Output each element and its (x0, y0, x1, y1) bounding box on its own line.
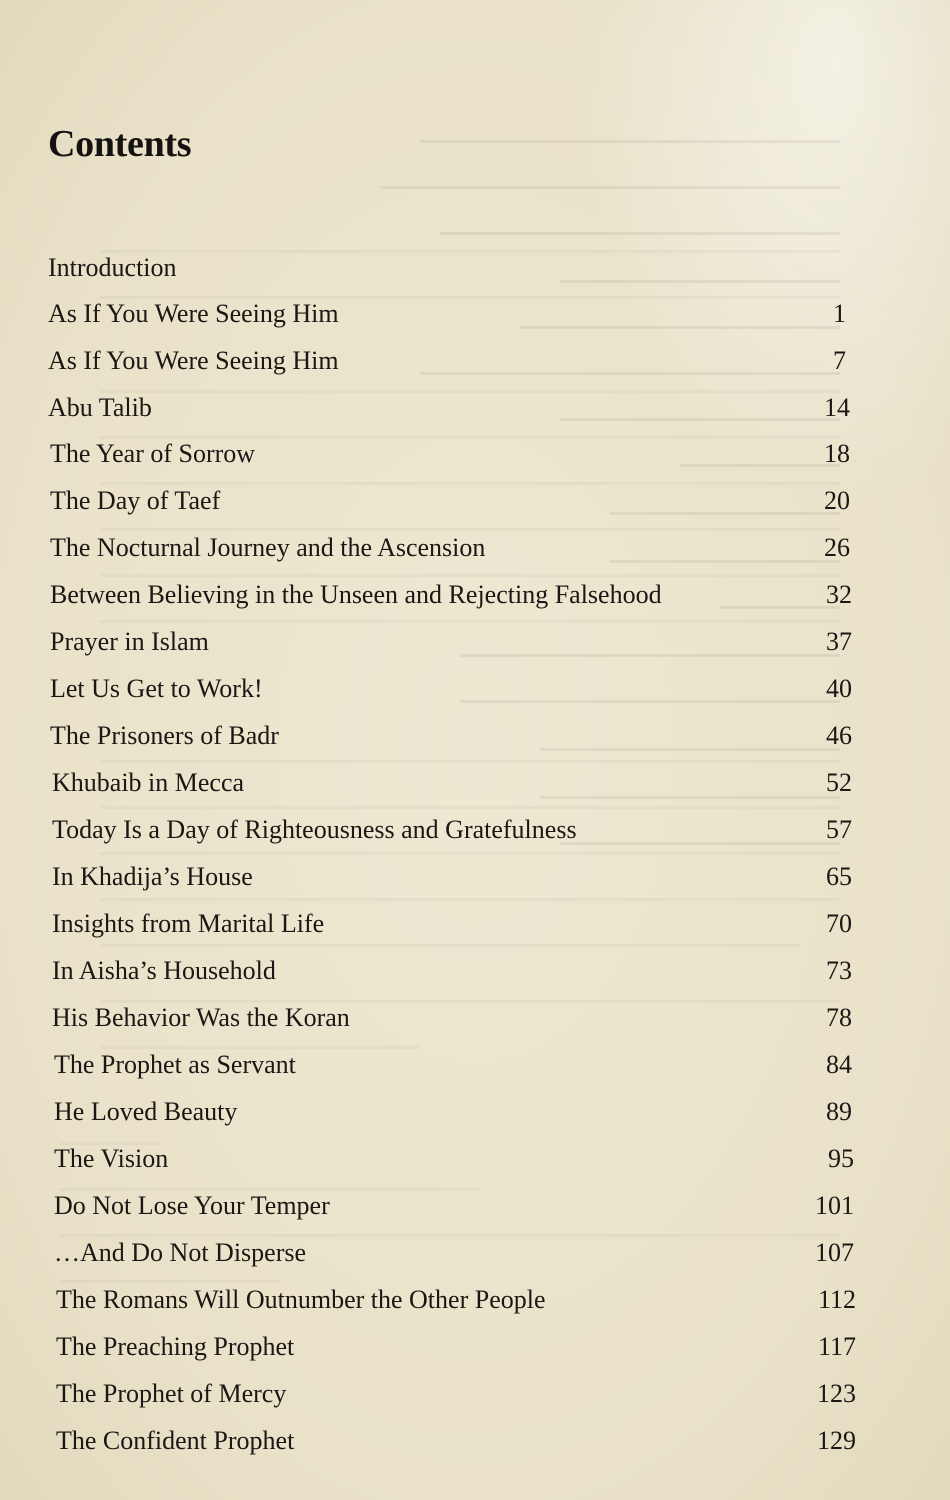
toc-entry-page-number: 129 (817, 1426, 856, 1455)
toc-entry (48, 248, 850, 288)
toc-entry (54, 1139, 854, 1179)
toc-entry (56, 1280, 856, 1320)
toc-entry (48, 341, 846, 381)
toc-entry-title: His Behavior Was the Koran (52, 1003, 350, 1032)
toc-entry (56, 1374, 856, 1414)
toc-entry-page-number: 7 (833, 346, 846, 375)
toc-entry (50, 716, 852, 756)
toc-entry (50, 434, 850, 474)
toc-entry (54, 1233, 854, 1273)
toc-entry-title: …And Do Not Disperse (54, 1238, 307, 1267)
toc-entry-title: He Loved Beauty (54, 1097, 238, 1126)
toc-entry-page-number: 46 (826, 721, 852, 750)
toc-entry (52, 763, 852, 803)
toc-entry-title: Khubaib in Mecca (52, 768, 245, 797)
toc-entry (54, 1186, 854, 1226)
toc-entry-page-number: 65 (826, 862, 852, 891)
toc-entry (54, 1045, 852, 1085)
toc-entry (50, 481, 850, 521)
toc-entry-page-number: 18 (824, 439, 850, 468)
toc-entry-title: Today Is a Day of Righteousness and Gratefulness (52, 815, 577, 844)
toc-entry (52, 810, 852, 850)
toc-entry-title: The Vision (54, 1144, 169, 1173)
toc-entry (48, 294, 846, 334)
toc-entry-title: Do Not Lose Your Temper (54, 1191, 330, 1220)
toc-entry-title: Prayer in Islam (50, 627, 209, 656)
toc-entry-title: The Nocturnal Journey and the Ascension (50, 533, 486, 562)
toc-entry-page-number: 123 (817, 1379, 856, 1408)
toc-entry-title: The Prophet as Servant (54, 1050, 296, 1079)
toc-entry-title: Abu Talib (48, 393, 152, 422)
toc-entry (50, 669, 852, 709)
toc-entry (52, 951, 852, 991)
toc-entry-page-number: 84 (826, 1050, 852, 1079)
toc-entry-title: Insights from Marital Life (52, 909, 325, 938)
toc-entry-title: As If You Were Seeing Him (48, 299, 339, 328)
toc-entry-title: Introduction (48, 253, 177, 282)
toc-entry-title: Let Us Get to Work! (50, 674, 263, 703)
toc-entry-title: The Preaching Prophet (56, 1332, 295, 1361)
toc-entry (52, 998, 852, 1038)
toc-entry-title: The Day of Taef (50, 486, 221, 515)
toc-entry-page-number: 89 (826, 1097, 852, 1126)
toc-entry (48, 388, 850, 428)
toc-entry-page-number: 32 (826, 580, 852, 609)
toc-entry-page-number: 1 (833, 299, 846, 328)
toc-entry (52, 857, 852, 897)
toc-entry-title: The Confident Prophet (56, 1426, 295, 1455)
toc-entry (50, 622, 852, 662)
toc-entry-title: The Romans Will Outnumber the Other People (56, 1285, 546, 1314)
toc-entry-page-number: 26 (824, 533, 850, 562)
toc-entry (50, 528, 850, 568)
toc-entry-page-number: 101 (815, 1191, 854, 1220)
toc-entry-page-number: 20 (824, 486, 850, 515)
toc-entry-page-number: 78 (826, 1003, 852, 1032)
toc-entry-page-number: 112 (817, 1285, 856, 1314)
toc-entry-title: In Aisha’s Household (52, 956, 276, 985)
page-title: Contents (48, 123, 192, 165)
toc-entry-page-number: 117 (817, 1332, 856, 1361)
toc-entry (56, 1327, 856, 1367)
toc-entry-page-number: 52 (826, 768, 852, 797)
toc-entry-page-number: 73 (826, 956, 852, 985)
toc-entry (54, 1092, 852, 1132)
toc-entry (50, 575, 852, 615)
toc-entry-page-number: 14 (824, 393, 850, 422)
toc-entry-page-number: 37 (826, 627, 852, 656)
toc-entry-page-number: 70 (826, 909, 852, 938)
toc-entry-title: The Prophet of Mercy (56, 1379, 287, 1408)
toc-entry (56, 1421, 856, 1461)
toc-entry-page-number: 40 (826, 674, 852, 703)
toc-entry (52, 904, 852, 944)
toc-entry-title: Between Believing in the Unseen and Rejecting Falsehood (50, 580, 662, 609)
toc-entry-page-number: 107 (815, 1238, 854, 1267)
toc-entry-page-number: 57 (826, 815, 852, 844)
toc-entry-title: In Khadija’s House (52, 862, 253, 891)
toc-entry-title: The Year of Sorrow (50, 439, 256, 468)
toc-entry-title: The Prisoners of Badr (50, 721, 279, 750)
toc-entry-page-number: 95 (828, 1144, 854, 1173)
toc-entry-title: As If You Were Seeing Him (48, 346, 339, 375)
